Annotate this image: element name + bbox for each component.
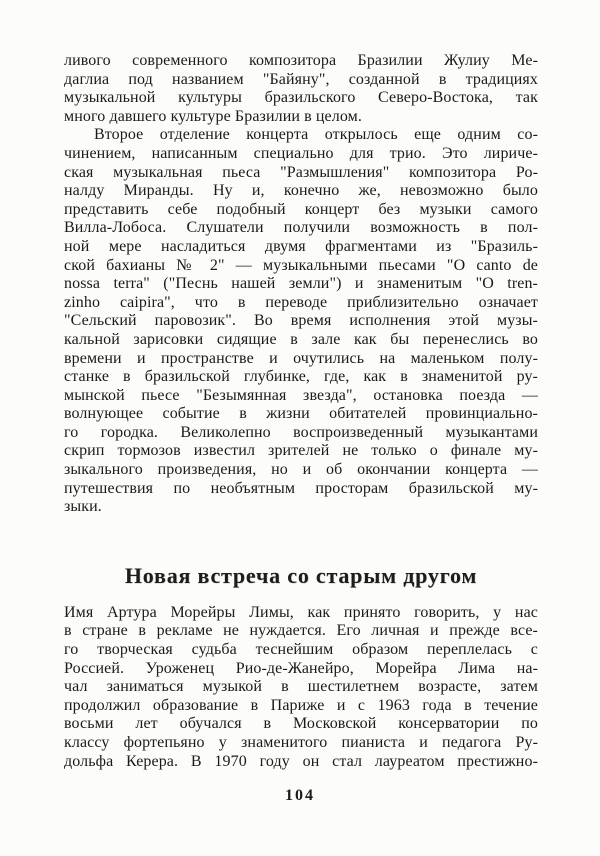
text-line: ская музыкальная пьеса "Размышления" композитора Ро-	[64, 163, 538, 181]
text-line: Второе отделение концерта открылось еще одним со-	[94, 126, 538, 144]
text-line: в стране в рекламе не нуждается. Его личная и прежде все-	[64, 622, 538, 640]
text-line: классу фортепьяно у знаменитого пианиста и педагога Ру-	[64, 734, 538, 751]
text-line: продолжил образование в Париже и с 1963 года в течение	[64, 696, 538, 714]
text-line: чал заниматься музыкой в шестилетнем возрасте, затем	[64, 678, 538, 696]
paragraph-2	[64, 126, 538, 516]
text-line: кальной зарисовки сидящие в зале как бы перенеслись во	[64, 330, 538, 348]
text-line: зыкального произведения, но и об окончании концерта —	[64, 461, 538, 479]
text-line: Россией. Уроженец Рио-де-Жанейро, Морейра Лима на-	[64, 659, 538, 677]
text-line: Вилла-Лобоса. Слушатели получили возможность в пол-	[64, 219, 538, 237]
text-line: ливого современного композитора Бразилии Жулиу Ме-	[64, 52, 538, 69]
section-heading: Новая встреча со старым другом	[124, 562, 478, 588]
text-line: "Сельский паровозик". Во время исполнения этой музы-	[64, 312, 538, 330]
text-line: го городка. Великолепно воспроизведенный музыкантами	[64, 423, 538, 441]
text-line: даглиа под названием "Байяну", созданной в традициях	[64, 70, 538, 88]
text-line: станке в бразильской глубинке, где, как в знаменитой ру-	[64, 368, 538, 386]
text-line: представить себе подобный концерт без музыки самого	[64, 200, 538, 218]
text-line: скрип тормозов известил зрителей не только о финале му-	[64, 442, 538, 460]
text-line: nossa terra" ("Песнь нашей земли") и знаменитым "O tren-	[64, 275, 538, 293]
text-line: налду Миранды. Ну и, конечно же, невозможно было	[64, 182, 538, 200]
text-line: ской бахианы № 2" — музыкальными пьесами "O canto de	[64, 256, 538, 274]
text-line: путешествия по необъятным просторам бразильской му-	[64, 479, 538, 497]
body-text	[64, 52, 538, 771]
text-line: музыкальной культуры бразильского Северо-Востока, так	[64, 89, 538, 107]
text-line: волнующее событие в жизни обитателей провинциально-	[64, 405, 538, 423]
text-line: zinho caipira", что в переводе приблизительно означает	[64, 293, 538, 311]
text-line: чинением, написанным специально для трио. Это лириче-	[64, 144, 538, 162]
text-line: много давшего культуре Бразилии в целом.	[64, 107, 362, 125]
text-line: времени и пространстве и очутились на маленьком полу-	[64, 349, 538, 367]
text-line: восьми лет обучался в Московской консерватории по	[64, 715, 538, 733]
text-line: зыки.	[64, 498, 102, 516]
page-number: 104	[285, 787, 315, 804]
text-line: мынской пьесе "Безымянная звезда", остановка поезда —	[64, 386, 538, 404]
text-line: дольфа Керера. В 1970 году он стал лауреатом престижно-	[64, 752, 538, 770]
text-line: Имя Артура Морейры Лимы, как принято говорить, у нас	[64, 603, 538, 621]
continuation-paragraph	[64, 52, 538, 126]
paragraph-3	[64, 604, 538, 771]
text-line: го творческая судьба теснейшим образом переплелась с	[64, 641, 538, 659]
text-line: ной мере насладиться двумя фрагментами из "Бразиль-	[64, 237, 538, 255]
